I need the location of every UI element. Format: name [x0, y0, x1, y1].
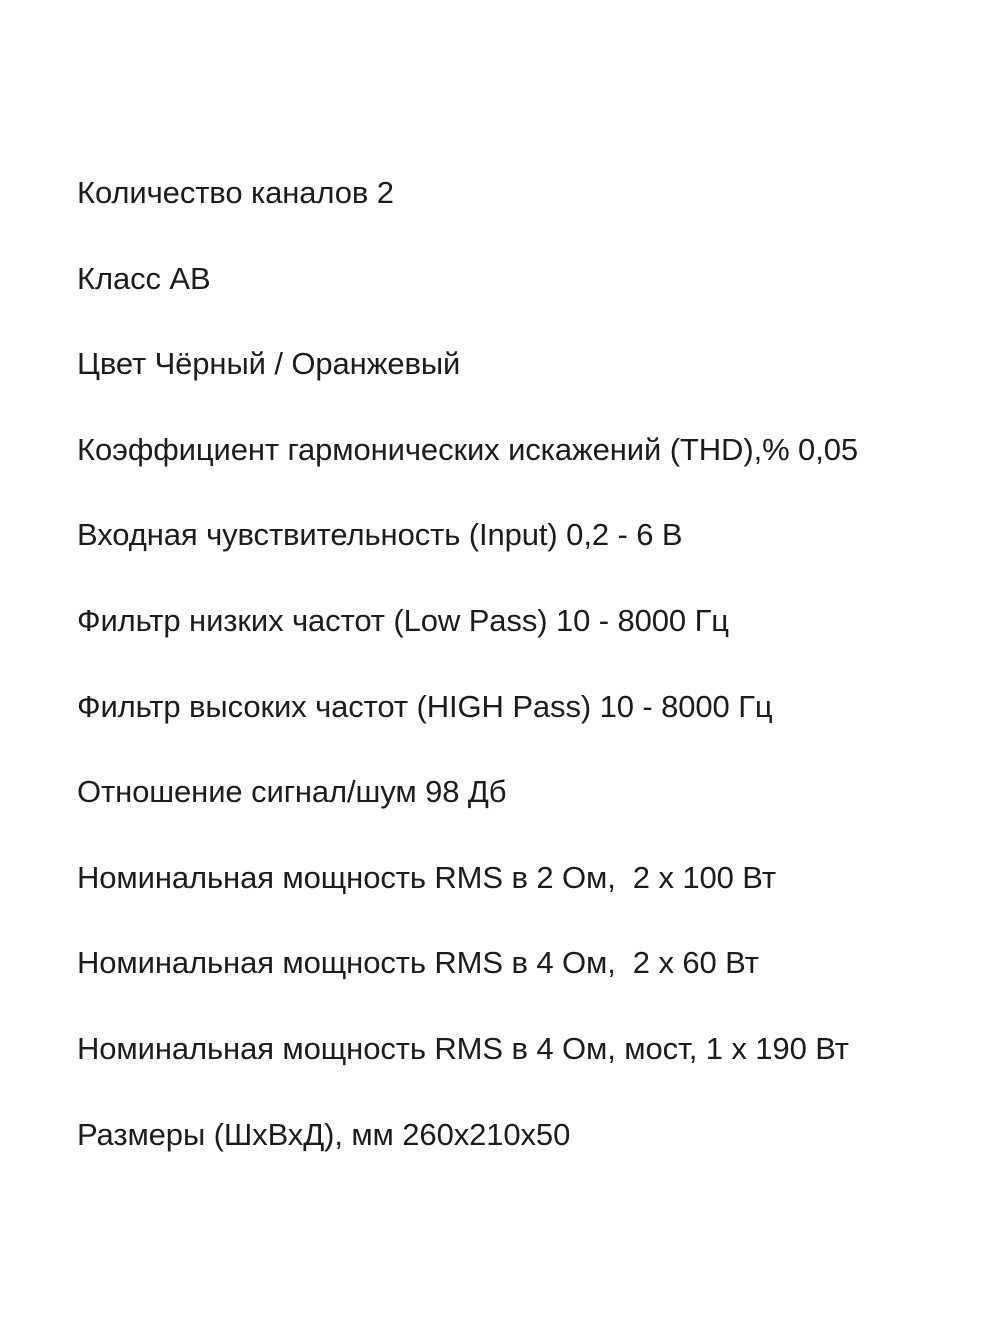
spec-color: Цвет Чёрный / Оранжевый — [77, 346, 461, 382]
spec-input-sensitivity: Входная чувствительность (Input) 0,2 - 6 В — [77, 517, 683, 553]
spec-class: Класс AB — [77, 260, 211, 296]
spec-channels: Количество каналов 2 — [77, 175, 394, 210]
spec-rms-4ohm: Номинальная мощность RMS в 4 Ом, 2 х 60 Вт — [77, 945, 759, 981]
spec-thd: Коэффициент гармонических искажений (THD),% 0,05 — [77, 431, 858, 467]
spec-high-pass: Фильтр высоких частот (HIGH Pass) 10 - 8000 Гц — [77, 688, 773, 724]
spec-dimensions: Размеры (ШхВхД), мм 260х210х50 — [77, 1116, 571, 1152]
spec-list — [77, 167, 858, 1194]
spec-snr: Отношение сигнал/шум 98 Дб — [77, 774, 507, 810]
spec-rms-2ohm: Номинальная мощность RMS в 2 Ом, 2 х 100 Вт — [77, 859, 776, 895]
spec-rms-4ohm-bridge: Номинальная мощность RMS в 4 Ом, мост, 1 х 190 Вт — [77, 1030, 849, 1066]
spec-low-pass: Фильтр низких частот (Low Pass) 10 - 8000 Гц — [77, 602, 729, 638]
